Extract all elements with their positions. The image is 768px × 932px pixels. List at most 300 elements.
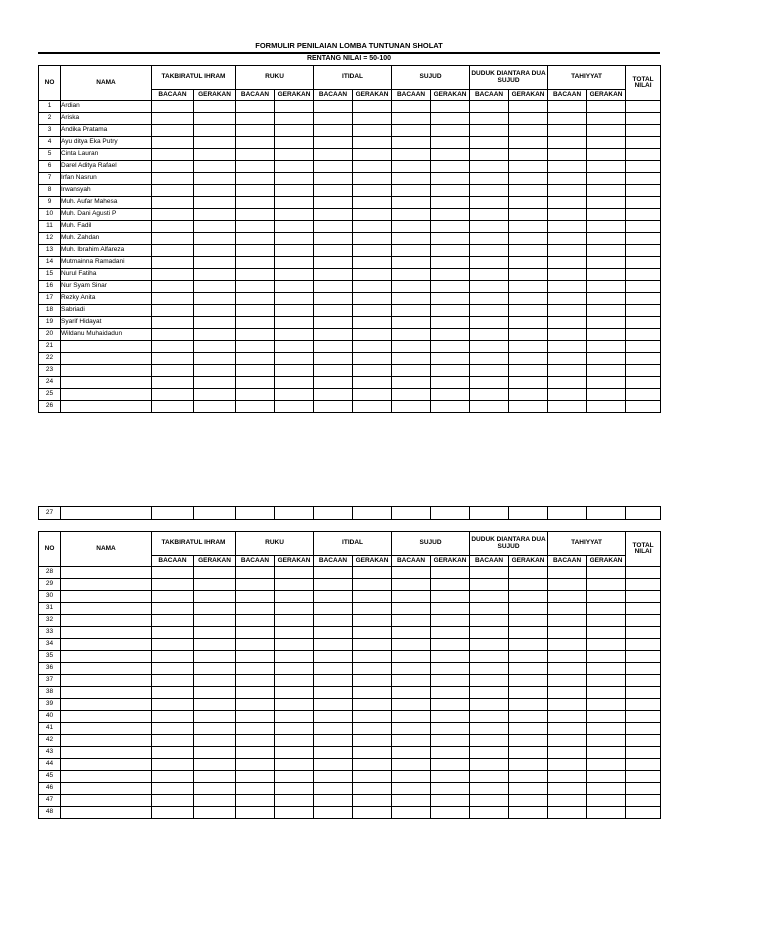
- score-cell: [431, 807, 470, 819]
- row-number: 18: [39, 305, 61, 317]
- score-cell: [392, 185, 431, 197]
- score-cell: [587, 507, 626, 520]
- score-cell: [431, 149, 470, 161]
- participant-name: Irfan Nasrun: [61, 173, 152, 185]
- score-cell: [353, 663, 392, 675]
- participant-name: Darel Aditya Rafael: [61, 161, 152, 173]
- score-cell: [392, 627, 431, 639]
- score-cell: [587, 627, 626, 639]
- score-cell: [275, 257, 314, 269]
- score-cell: [392, 257, 431, 269]
- score-cell: [392, 125, 431, 137]
- participant-name: Rezky Anita: [61, 293, 152, 305]
- row-number: 26: [39, 401, 61, 413]
- score-cell: [275, 197, 314, 209]
- table-row: [39, 711, 661, 723]
- score-cell: [353, 269, 392, 281]
- score-cell: [470, 639, 509, 651]
- table-row: [39, 591, 661, 603]
- score-cell: [314, 675, 353, 687]
- score-cell: [152, 807, 194, 819]
- score-cell: [431, 603, 470, 615]
- score-cell: [275, 149, 314, 161]
- score-cell: [392, 197, 431, 209]
- score-cell: [152, 735, 194, 747]
- score-cell: [314, 711, 353, 723]
- row-number: 15: [39, 269, 61, 281]
- score-cell: [626, 197, 661, 209]
- score-cell: [626, 507, 661, 520]
- score-cell: [353, 209, 392, 221]
- score-cell: [194, 149, 236, 161]
- row-number: 2: [39, 113, 61, 125]
- score-cell: [392, 711, 431, 723]
- score-cell: [626, 389, 661, 401]
- score-cell: [509, 807, 548, 819]
- score-cell: [353, 591, 392, 603]
- table-row: [39, 353, 661, 365]
- score-cell: [548, 233, 587, 245]
- participant-name: [61, 795, 152, 807]
- score-cell: [587, 137, 626, 149]
- participant-name: Mutmainna Ramadani: [61, 257, 152, 269]
- score-cell: [275, 353, 314, 365]
- score-cell: [275, 161, 314, 173]
- participant-name: [61, 807, 152, 819]
- score-cell: [194, 293, 236, 305]
- score-cell: [353, 365, 392, 377]
- score-cell: [236, 317, 275, 329]
- score-cell: [194, 173, 236, 185]
- table-row: [39, 209, 661, 221]
- score-cell: [626, 305, 661, 317]
- score-cell: [548, 353, 587, 365]
- score-cell: [392, 603, 431, 615]
- row-number: 16: [39, 281, 61, 293]
- score-cell: [236, 269, 275, 281]
- row-number: 33: [39, 627, 61, 639]
- table-row: [39, 329, 661, 341]
- score-cell: [470, 137, 509, 149]
- row-number: 9: [39, 197, 61, 209]
- score-cell: [353, 329, 392, 341]
- score-cell: [470, 377, 509, 389]
- score-cell: [431, 221, 470, 233]
- score-cell: [194, 113, 236, 125]
- table-row: [39, 125, 661, 137]
- score-cell: [392, 377, 431, 389]
- participant-name: [61, 353, 152, 365]
- score-cell: [470, 735, 509, 747]
- score-cell: [275, 687, 314, 699]
- score-cell: [431, 137, 470, 149]
- header-duduk-diantara-dua-sujud: DUDUK DIANTARA DUA SUJUD: [470, 66, 548, 90]
- score-cell: [626, 185, 661, 197]
- score-cell: [431, 293, 470, 305]
- score-cell: [353, 651, 392, 663]
- table-row: [39, 389, 661, 401]
- score-cell: [275, 783, 314, 795]
- score-cell: [470, 567, 509, 579]
- score-cell: [548, 317, 587, 329]
- score-cell: [194, 783, 236, 795]
- row-number: 45: [39, 771, 61, 783]
- participant-name: [61, 567, 152, 579]
- subheader-bacaan-takbiratul-ihram: BACAAN: [152, 556, 194, 567]
- participant-name: Ardian: [61, 101, 152, 113]
- score-cell: [314, 365, 353, 377]
- subheader-gerakan-takbiratul-ihram: GERAKAN: [194, 556, 236, 567]
- score-cell: [587, 221, 626, 233]
- score-cell: [353, 783, 392, 795]
- score-cell: [152, 377, 194, 389]
- score-cell: [353, 389, 392, 401]
- row-number: 36: [39, 663, 61, 675]
- score-cell: [275, 675, 314, 687]
- participant-name: Ayu ditya Eka Putry: [61, 137, 152, 149]
- score-cell: [353, 137, 392, 149]
- score-cell: [314, 603, 353, 615]
- table-row: [39, 615, 661, 627]
- score-cell: [152, 723, 194, 735]
- score-cell: [470, 759, 509, 771]
- row-number: 10: [39, 209, 61, 221]
- participant-name: [61, 627, 152, 639]
- score-cell: [353, 795, 392, 807]
- score-cell: [470, 317, 509, 329]
- score-cell: [314, 567, 353, 579]
- score-cell: [392, 795, 431, 807]
- score-cell: [509, 257, 548, 269]
- score-cell: [548, 639, 587, 651]
- score-cell: [587, 579, 626, 591]
- score-cell: [314, 269, 353, 281]
- row-number: 12: [39, 233, 61, 245]
- score-cell: [392, 687, 431, 699]
- score-cell: [194, 795, 236, 807]
- score-cell: [587, 113, 626, 125]
- score-cell: [152, 305, 194, 317]
- score-cell: [392, 293, 431, 305]
- subheader-gerakan-takbiratul-ihram: GERAKAN: [194, 90, 236, 101]
- table-row: [39, 365, 661, 377]
- score-cell: [587, 185, 626, 197]
- score-cell: [431, 353, 470, 365]
- participant-name: [61, 377, 152, 389]
- row-number: 8: [39, 185, 61, 197]
- score-cell: [626, 209, 661, 221]
- score-cell: [314, 125, 353, 137]
- score-cell: [392, 365, 431, 377]
- score-cell: [236, 591, 275, 603]
- title-rule: [38, 52, 660, 54]
- score-cell: [548, 245, 587, 257]
- score-cell: [275, 723, 314, 735]
- score-cell: [509, 101, 548, 113]
- score-cell: [626, 221, 661, 233]
- score-cell: [236, 507, 275, 520]
- score-cell: [314, 257, 353, 269]
- score-cell: [587, 233, 626, 245]
- score-cell: [236, 341, 275, 353]
- score-cell: [236, 639, 275, 651]
- score-cell: [236, 245, 275, 257]
- score-cell: [548, 687, 587, 699]
- score-cell: [194, 341, 236, 353]
- subheader-bacaan-tahiyyat: BACAAN: [548, 556, 587, 567]
- score-cell: [236, 365, 275, 377]
- participant-name: Muh. Aufar Mahesa: [61, 197, 152, 209]
- score-cell: [236, 579, 275, 591]
- participant-name: [61, 759, 152, 771]
- table-row: [39, 735, 661, 747]
- score-cell: [236, 257, 275, 269]
- row-number: 1: [39, 101, 61, 113]
- score-cell: [353, 735, 392, 747]
- score-cell: [548, 747, 587, 759]
- score-cell: [314, 329, 353, 341]
- row-number: 4: [39, 137, 61, 149]
- subheader-gerakan-duduk-diantara-dua-sujud: GERAKAN: [509, 90, 548, 101]
- score-cell: [275, 377, 314, 389]
- score-cell: [194, 771, 236, 783]
- score-cell: [470, 771, 509, 783]
- score-cell: [314, 173, 353, 185]
- score-cell: [431, 257, 470, 269]
- score-cell: [509, 137, 548, 149]
- score-cell: [392, 651, 431, 663]
- score-cell: [548, 603, 587, 615]
- score-cell: [509, 759, 548, 771]
- score-cell: [194, 257, 236, 269]
- score-cell: [152, 329, 194, 341]
- score-cell: [548, 711, 587, 723]
- score-cell: [152, 639, 194, 651]
- score-cell: [548, 293, 587, 305]
- score-cell: [509, 591, 548, 603]
- score-cell: [509, 221, 548, 233]
- score-cell: [431, 723, 470, 735]
- row-number: 48: [39, 807, 61, 819]
- score-cell: [392, 173, 431, 185]
- score-cell: [587, 305, 626, 317]
- header-ruku: RUKU: [236, 532, 314, 556]
- score-cell: [236, 783, 275, 795]
- score-cell: [236, 567, 275, 579]
- score-cell: [470, 389, 509, 401]
- score-cell: [314, 245, 353, 257]
- score-cell: [548, 209, 587, 221]
- participant-name: Irwansyah: [61, 185, 152, 197]
- score-cell: [626, 735, 661, 747]
- score-cell: [587, 173, 626, 185]
- score-cell: [431, 747, 470, 759]
- score-cell: [509, 197, 548, 209]
- subheader-gerakan-ruku: GERAKAN: [275, 556, 314, 567]
- participant-name: [61, 771, 152, 783]
- score-cell: [275, 401, 314, 413]
- score-cell: [587, 663, 626, 675]
- score-cell: [236, 401, 275, 413]
- subheader-bacaan-itidal: BACAAN: [314, 556, 353, 567]
- score-cell: [431, 663, 470, 675]
- score-cell: [353, 341, 392, 353]
- score-cell: [275, 711, 314, 723]
- score-cell: [353, 377, 392, 389]
- score-cell: [431, 735, 470, 747]
- score-cell: [275, 567, 314, 579]
- score-cell: [392, 137, 431, 149]
- score-cell: [587, 807, 626, 819]
- header-nama: NAMA: [61, 66, 152, 101]
- score-cell: [152, 293, 194, 305]
- score-cell: [152, 401, 194, 413]
- header-total-nilai: TOTAL NILAI: [626, 66, 661, 101]
- table-row: [39, 101, 661, 113]
- participant-name: [61, 651, 152, 663]
- score-cell: [194, 651, 236, 663]
- score-cell: [152, 233, 194, 245]
- header-no: NO: [39, 532, 61, 567]
- score-cell: [626, 711, 661, 723]
- score-cell: [548, 305, 587, 317]
- score-cell: [314, 807, 353, 819]
- score-cell: [587, 603, 626, 615]
- row-number: 29: [39, 579, 61, 591]
- score-cell: [548, 591, 587, 603]
- score-cell: [275, 293, 314, 305]
- score-cell: [152, 783, 194, 795]
- score-cell: [548, 125, 587, 137]
- score-cell: [587, 125, 626, 137]
- participant-name: Andika Pratama: [61, 125, 152, 137]
- score-cell: [152, 197, 194, 209]
- score-cell: [314, 735, 353, 747]
- score-cell: [509, 173, 548, 185]
- row-number: 41: [39, 723, 61, 735]
- score-cell: [392, 209, 431, 221]
- score-cell: [470, 341, 509, 353]
- score-cell: [314, 615, 353, 627]
- score-cell: [626, 281, 661, 293]
- score-cell: [470, 101, 509, 113]
- score-cell: [587, 687, 626, 699]
- score-cell: [152, 507, 194, 520]
- score-cell: [275, 185, 314, 197]
- score-cell: [587, 281, 626, 293]
- score-cell: [548, 735, 587, 747]
- score-cell: [194, 723, 236, 735]
- score-cell: [392, 101, 431, 113]
- score-cell: [587, 699, 626, 711]
- score-cell: [194, 365, 236, 377]
- score-cell: [470, 281, 509, 293]
- score-cell: [236, 389, 275, 401]
- score-cell: [431, 771, 470, 783]
- score-cell: [194, 807, 236, 819]
- subheader-gerakan-ruku: GERAKAN: [275, 90, 314, 101]
- form-title: FORMULIR PENILAIAN LOMBA TUNTUNAN SHOLAT: [255, 41, 443, 50]
- score-cell: [626, 173, 661, 185]
- score-cell: [314, 185, 353, 197]
- score-cell: [275, 663, 314, 675]
- score-cell: [314, 651, 353, 663]
- score-cell: [314, 197, 353, 209]
- row-number: 21: [39, 341, 61, 353]
- score-cell: [470, 257, 509, 269]
- header-tahiyyat: TAHIYYAT: [548, 532, 626, 556]
- score-cell: [470, 269, 509, 281]
- score-cell: [587, 735, 626, 747]
- score-cell: [431, 401, 470, 413]
- score-cell: [275, 639, 314, 651]
- score-cell: [152, 113, 194, 125]
- participant-name: Nur Syam Sinar: [61, 281, 152, 293]
- score-cell: [587, 783, 626, 795]
- score-cell: [236, 687, 275, 699]
- score-cell: [587, 101, 626, 113]
- score-cell: [236, 603, 275, 615]
- score-cell: [275, 173, 314, 185]
- score-cell: [353, 747, 392, 759]
- score-cell: [470, 699, 509, 711]
- score-cell: [353, 257, 392, 269]
- score-cell: [314, 747, 353, 759]
- participant-name: [61, 783, 152, 795]
- score-cell: [587, 711, 626, 723]
- row-number: 6: [39, 161, 61, 173]
- header-sujud: SUJUD: [392, 532, 470, 556]
- score-cell: [275, 317, 314, 329]
- score-cell: [509, 507, 548, 520]
- score-cell: [353, 687, 392, 699]
- score-cell: [392, 305, 431, 317]
- score-cell: [392, 401, 431, 413]
- score-cell: [470, 161, 509, 173]
- score-cell: [470, 197, 509, 209]
- score-cell: [236, 173, 275, 185]
- score-cell: [587, 197, 626, 209]
- score-cell: [314, 161, 353, 173]
- score-cell: [626, 137, 661, 149]
- score-cell: [626, 567, 661, 579]
- score-table-2: [38, 506, 661, 520]
- row-number: 27: [39, 507, 61, 520]
- score-cell: [431, 507, 470, 520]
- subheader-gerakan-tahiyyat: GERAKAN: [587, 90, 626, 101]
- score-cell: [587, 651, 626, 663]
- score-cell: [275, 101, 314, 113]
- score-cell: [275, 603, 314, 615]
- score-cell: [626, 579, 661, 591]
- score-cell: [194, 759, 236, 771]
- score-cell: [236, 795, 275, 807]
- participant-name: [61, 699, 152, 711]
- score-cell: [314, 305, 353, 317]
- table-row: [39, 269, 661, 281]
- score-cell: [353, 699, 392, 711]
- participant-name: [61, 639, 152, 651]
- score-cell: [587, 257, 626, 269]
- score-cell: [548, 663, 587, 675]
- score-cell: [194, 567, 236, 579]
- row-number: 24: [39, 377, 61, 389]
- header-tahiyyat: TAHIYYAT: [548, 66, 626, 90]
- subheader-bacaan-duduk-diantara-dua-sujud: BACAAN: [470, 90, 509, 101]
- score-cell: [470, 615, 509, 627]
- score-cell: [431, 305, 470, 317]
- score-cell: [275, 795, 314, 807]
